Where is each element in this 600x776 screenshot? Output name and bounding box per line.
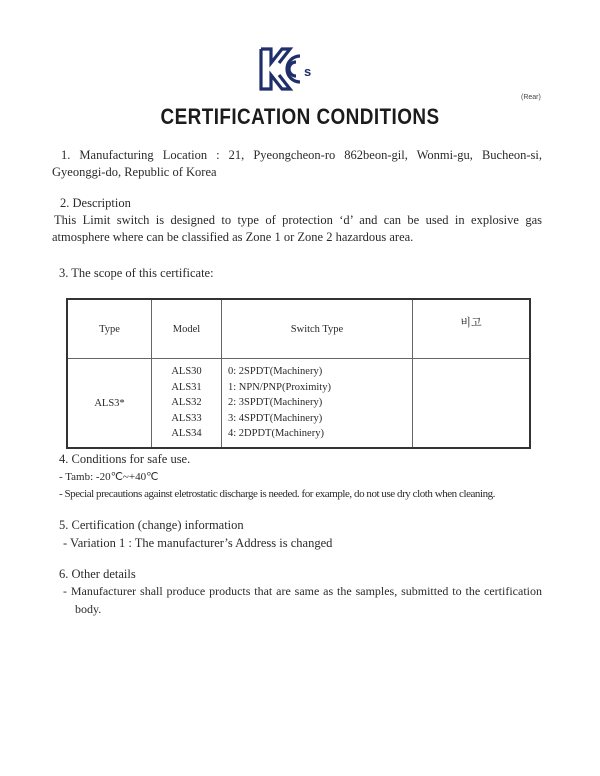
manufacturing-location-line1: 1. Manufacturing Location : 21, Pyeongcheon-ro 862beon-gil, Wonmi-gu, Bucheon-si, bbox=[61, 148, 542, 162]
model-cell bbox=[152, 359, 222, 449]
safe-use-tamb: - Tamb: -20℃~+40℃ bbox=[59, 471, 159, 483]
switch-type-item: 0: 2SPDT(Machinery) bbox=[228, 366, 323, 378]
switch-type-item: 1: NPN/PNP(Proximity) bbox=[228, 381, 331, 393]
description-line2: atmosphere where can be classified as Zone 1 or Zone 2 hazardous area. bbox=[52, 230, 414, 244]
variation-item: - Variation 1 : The manufacturer’s Address is changed bbox=[63, 536, 333, 550]
table-row bbox=[67, 359, 530, 449]
switch-type-item: 2: 3SPDT(Machinery) bbox=[228, 397, 323, 409]
scope-heading: 3. The scope of this certificate: bbox=[59, 266, 214, 280]
switch-type-item: 3: 4SPDT(Machinery) bbox=[228, 412, 323, 424]
description-line1: This Limit switch is designed to type of protection ‘d’ and can be used in explosive gas bbox=[54, 213, 542, 227]
model-item: ALS34 bbox=[171, 428, 202, 440]
other-details-heading: 6. Other details bbox=[59, 567, 136, 581]
switch-type-cell bbox=[222, 359, 413, 449]
header-remark: 비고 bbox=[413, 299, 531, 359]
kcs-logo bbox=[258, 46, 318, 92]
manufacturing-location-line2: Gyeonggi-do, Republic of Korea bbox=[52, 165, 217, 179]
safe-use-precautions: - Special precautions against eletrostatic discharge is needed. for example, do not use dry cloth when cleaning. bbox=[59, 488, 495, 500]
model-item: ALS32 bbox=[171, 397, 202, 409]
other-details-line1: - Manufacturer shall produce products that are same as the samples, submitted to the certification bbox=[63, 584, 542, 598]
logo-s-letter: s bbox=[304, 64, 312, 79]
model-item: ALS30 bbox=[171, 366, 202, 378]
safe-use-heading: 4. Conditions for safe use. bbox=[59, 452, 191, 466]
description-heading: 2. Description bbox=[60, 196, 131, 210]
header-model: Model bbox=[152, 299, 222, 359]
rear-label: (Rear) bbox=[521, 94, 541, 101]
header-type: Type bbox=[67, 299, 152, 359]
remark-cell bbox=[413, 359, 531, 449]
type-cell: ALS3* bbox=[67, 359, 152, 449]
model-item: ALS31 bbox=[171, 381, 202, 393]
page-title: CERTIFICATION CONDITIONS bbox=[160, 104, 440, 129]
table-header-row bbox=[67, 299, 530, 359]
header-switch-type: Switch Type bbox=[222, 299, 413, 359]
other-details-line2: body. bbox=[75, 602, 102, 616]
model-item: ALS33 bbox=[171, 412, 202, 424]
scope-table bbox=[66, 298, 531, 449]
certification-change-heading: 5. Certification (change) information bbox=[59, 518, 244, 532]
switch-type-item: 4: 2DPDT(Machinery) bbox=[228, 428, 324, 440]
